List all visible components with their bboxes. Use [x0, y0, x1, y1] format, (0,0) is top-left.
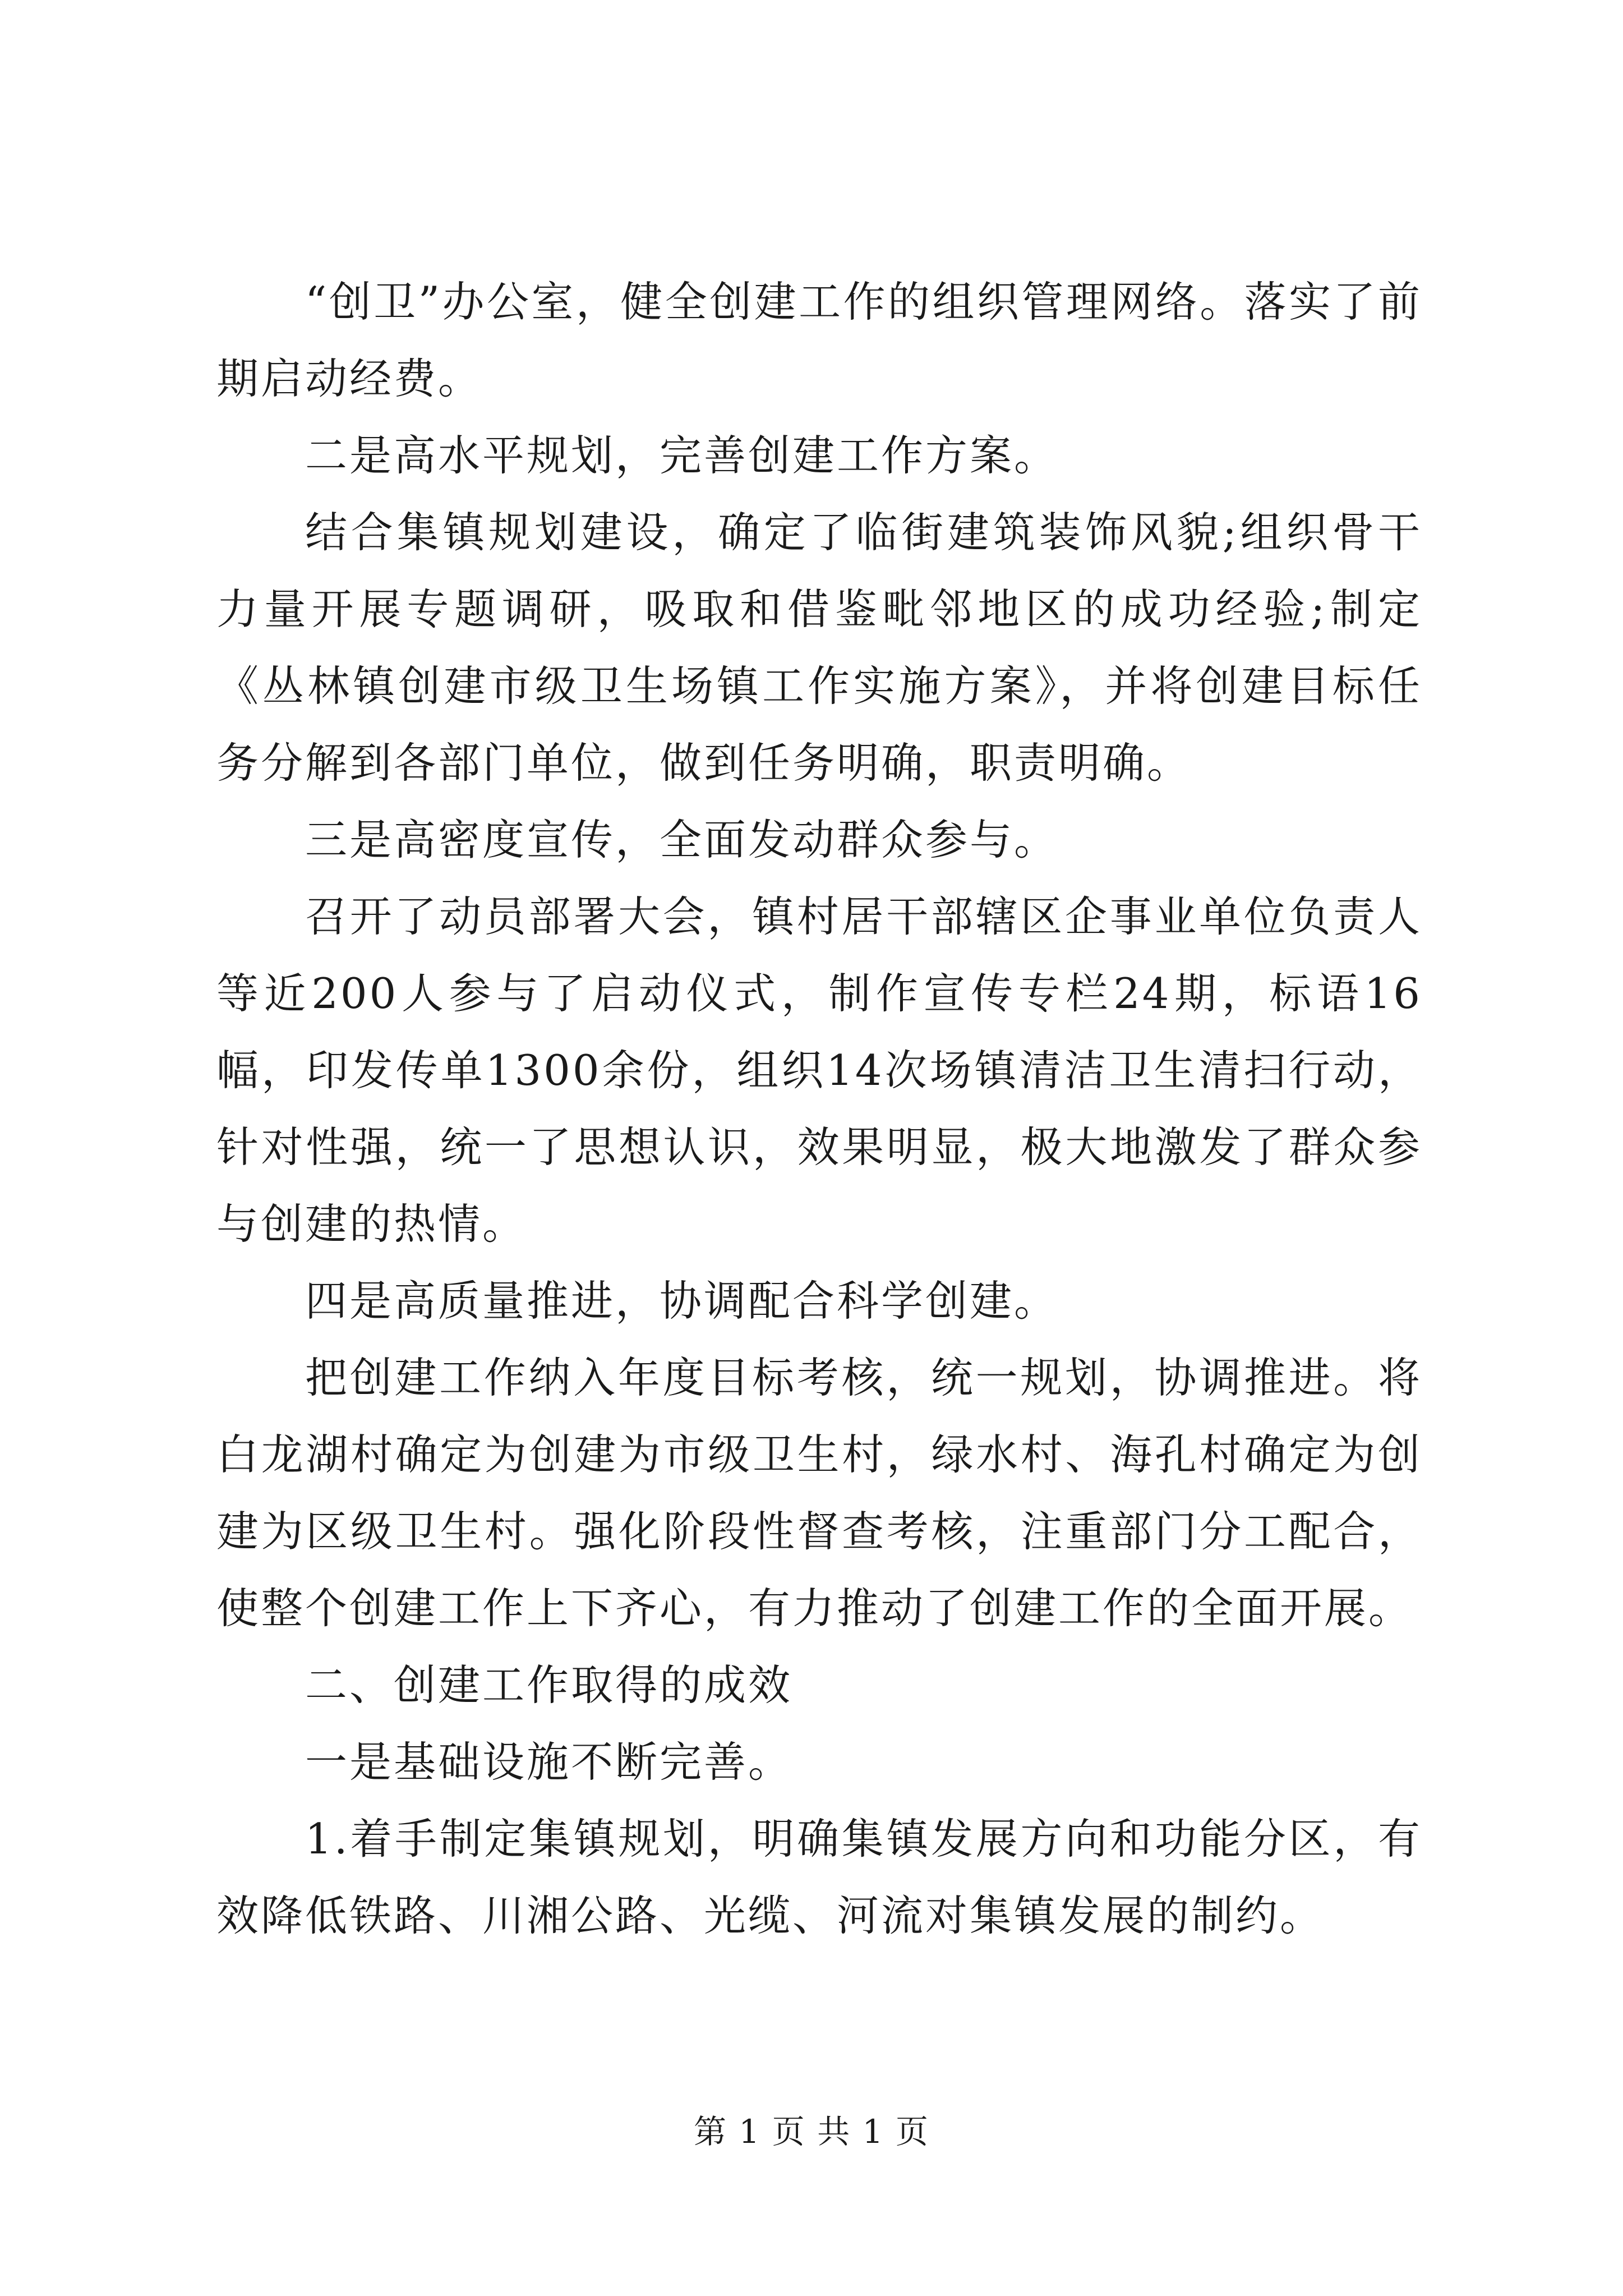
paragraph-2: 二是高水平规划，完善创建工作方案。	[305, 431, 1059, 480]
paragraph-3: 结合集镇规划建设，确定了临街建筑装饰风貌;组织骨干力量开展专题调研，吸取和借鉴毗邻地区的成功经验;制定《丛林镇创建市级卫生场镇工作实施方案》，并将创建目标任务分解到各部门单位，做到任务明确，职责明确。	[216, 508, 1422, 788]
paragraph-10: 1.着手制定集镇规划，明确集镇发展方向和功能分区，有效降低铁路、川湘公路、光缆、河流对集镇发展的制约。	[216, 1814, 1422, 1940]
paragraph-9: 一是基础设施不断完善。	[305, 1737, 793, 1787]
paragraph-5: 召开了动员部署大会，镇村居干部辖区企事业单位负责人等近200人参与了启动仪式，制作宣传专栏24期，标语16幅，印发传单1300余份，组织14次场镇清洁卫生清扫行动，针对性强，统一了思想认识，效果明显，极大地激发了群众参与创建的热情。	[216, 892, 1422, 1249]
paragraph-7: 把创建工作纳入年度目标考核，统一规划，协调推进。将白龙湖村确定为创建为市级卫生村，绿水村、海孔村确定为创建为区级卫生村。强化阶段性督查考核，注重部门分工配合，使整个创建工作上下齐心，有力推动了创建工作的全面开展。	[216, 1353, 1422, 1633]
paragraph-8: 二、创建工作取得的成效	[305, 1660, 793, 1710]
paragraph-1: “创卫”办公室，健全创建工作的组织管理网络。落实了前期启动经费。	[216, 277, 1422, 403]
paragraph-6: 四是高质量推进，协调配合科学创建。	[305, 1276, 1059, 1326]
page-footer: 第 1 页 共 1 页	[694, 2113, 929, 2151]
document-body	[216, 264, 1422, 1954]
paragraph-4: 三是高密度宣传，全面发动群众参与。	[305, 815, 1059, 864]
